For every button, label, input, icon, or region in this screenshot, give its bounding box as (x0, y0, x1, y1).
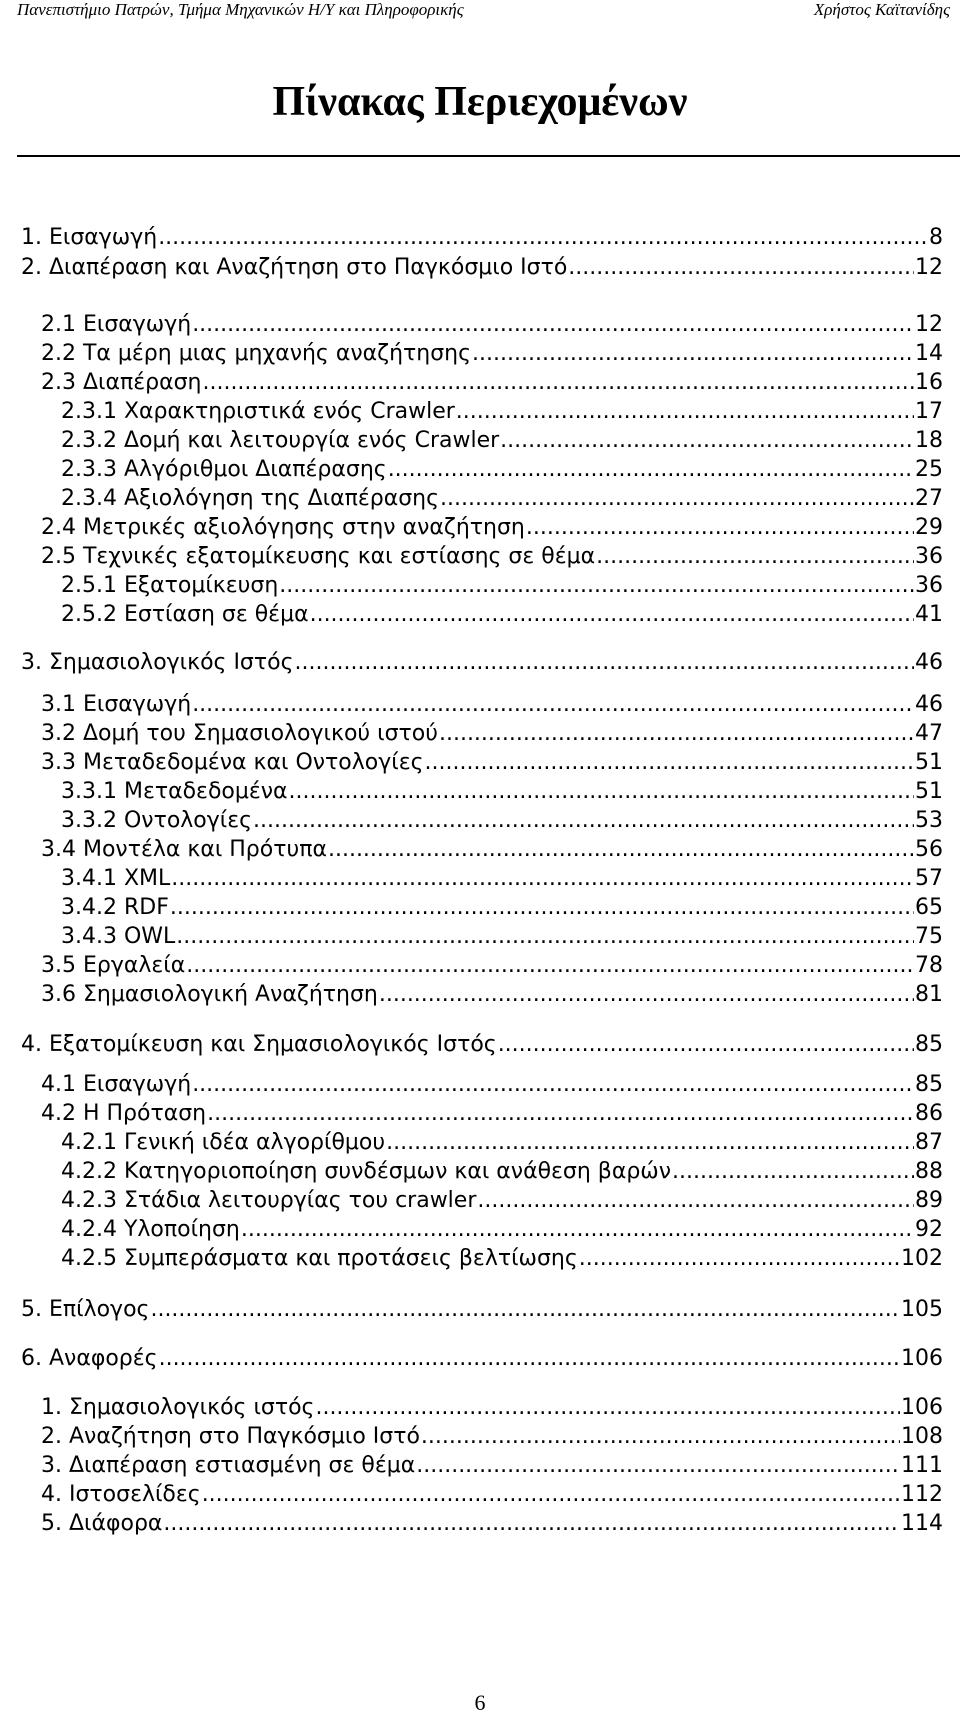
toc-entry-page: 27 (915, 486, 943, 511)
toc-entry-title: 2.4 Μετρικές αξιολόγησης στην αναζήτηση (41, 515, 525, 540)
toc-dot-leader (192, 691, 914, 719)
toc-entry-page: 12 (915, 255, 943, 280)
toc-dot-leader (386, 1129, 914, 1157)
toc-entry[interactable] (41, 1100, 943, 1128)
toc-entry[interactable] (41, 514, 943, 542)
header-author: Χρήστος Καϊτανίδης (813, 0, 950, 19)
toc-entry-page: 106 (901, 1346, 943, 1371)
toc-dot-leader (416, 1452, 900, 1480)
toc-entry-page: 16 (915, 370, 943, 395)
toc-entry-page: 105 (901, 1297, 943, 1322)
toc-entry-page: 108 (901, 1424, 943, 1449)
toc-entry-title: 4.2.2 Κατηγοριοποίηση συνδέσμων και ανάθεση βαρών (61, 1159, 672, 1184)
toc-entry-title: 3.3.1 Μεταδεδομένα (61, 779, 288, 804)
toc-entry-page: 85 (915, 1072, 943, 1097)
toc-entry[interactable] (41, 749, 943, 777)
toc-entry-title: 3.4.2 RDF (61, 895, 169, 920)
toc-entry-title: 2.5.2 Εστίαση σε θέμα (61, 602, 309, 627)
toc-entry[interactable] (41, 691, 943, 719)
toc-entry-page: 112 (901, 1482, 943, 1507)
toc-entry-title: 3.4.3 OWL (61, 924, 176, 949)
toc-entry[interactable] (61, 601, 943, 629)
toc-entry[interactable] (21, 1296, 943, 1324)
toc-entry[interactable] (41, 311, 943, 339)
toc-entry[interactable] (61, 1216, 943, 1244)
toc-entry-page: 51 (915, 750, 943, 775)
toc-dot-leader (472, 340, 914, 368)
toc-dot-leader (202, 369, 914, 397)
toc-entry-page: 51 (915, 779, 943, 804)
toc-dot-leader (289, 778, 914, 806)
toc-entry-title: 2.3.4 Αξιολόγηση της Διαπέρασης (61, 486, 440, 511)
toc-dot-leader (456, 398, 914, 426)
toc-entry[interactable] (41, 369, 943, 397)
toc-entry-title: 2.2 Τα μέρη μιας μηχανής αναζήτησης (41, 341, 472, 366)
toc-dot-leader (207, 1100, 914, 1128)
toc-entry[interactable] (41, 543, 943, 571)
toc-entry[interactable] (61, 778, 943, 806)
header-institution: Πανεπιστήμιο Πατρών, Τμήμα Μηχανικών Η/Υ και Πληροφορικής (17, 0, 464, 19)
toc-entry-title: 2. Διαπέραση και Αναζήτηση στο Παγκόσμιο Ιστό (21, 255, 568, 280)
toc-dot-leader (526, 514, 914, 542)
toc-entry-title: 2.3 Διαπέραση (41, 370, 202, 395)
toc-entry-page: 92 (915, 1217, 943, 1242)
toc-entry[interactable] (41, 1394, 943, 1422)
toc-dot-leader (170, 894, 914, 922)
toc-entry[interactable] (61, 485, 943, 513)
page-number: 6 (474, 1690, 486, 1715)
toc-entry-page: 114 (901, 1511, 943, 1536)
toc-dot-leader (279, 572, 914, 600)
toc-entry-title: 3.2 Δομή του Σημασιολογικού ιστού (41, 721, 438, 746)
toc-dot-leader (253, 807, 914, 835)
toc-dot-leader (439, 720, 914, 748)
toc-entry-title: 2.1 Εισαγωγή (41, 312, 192, 337)
toc-entry-page: 75 (915, 924, 943, 949)
toc-entry-title: 3. Διαπέραση εστιασμένη σε θέμα (41, 1453, 416, 1478)
toc-entry-title: 4. Ιστοσελίδες (41, 1482, 201, 1507)
toc-dot-leader (295, 649, 915, 677)
toc-entry-page: 111 (901, 1453, 943, 1478)
toc-entry-page: 14 (915, 341, 943, 366)
toc-dot-leader (425, 749, 914, 777)
toc-entry[interactable] (21, 254, 943, 282)
toc-dot-leader (379, 981, 914, 1009)
toc-entry[interactable] (41, 1423, 943, 1451)
toc-entry-title: 2.5 Τεχνικές εξατομίκευσης και εστίασης σε θέμα (41, 544, 596, 569)
toc-entry[interactable] (61, 1129, 943, 1157)
toc-entry[interactable] (61, 1158, 943, 1186)
toc-entry[interactable] (21, 1031, 943, 1059)
toc-entry[interactable] (21, 649, 943, 677)
toc-entry[interactable] (61, 1187, 943, 1215)
toc-entry-title: 3.4 Μοντέλα και Πρότυπα (41, 837, 327, 862)
toc-dot-leader (186, 952, 914, 980)
toc-entry[interactable] (21, 1345, 943, 1373)
toc-entry-title: 3.1 Εισαγωγή (41, 692, 192, 717)
toc-entry-title: 3.6 Σημασιολογική Αναζήτηση (41, 982, 378, 1007)
toc-entry-page: 56 (915, 837, 943, 862)
toc-entry-page: 36 (915, 573, 943, 598)
toc-entry-page: 57 (915, 866, 943, 891)
toc-entry-title: 2.3.3 Αλγόριθμοι Διαπέρασης (61, 457, 387, 482)
toc-entry-page: 29 (915, 515, 943, 540)
toc-dot-leader (500, 427, 914, 455)
toc-entry-title: 4.2.1 Γενική ιδέα αλγορίθμου (61, 1130, 386, 1155)
toc-entry[interactable] (41, 1452, 943, 1480)
toc-entry[interactable] (41, 836, 943, 864)
toc-entry-title: 3.4.1 XML (61, 866, 171, 891)
toc-entry-page: 102 (901, 1246, 943, 1271)
toc-dot-leader (315, 1394, 900, 1422)
toc-dot-leader (241, 1216, 914, 1244)
toc-entry-page: 46 (915, 650, 943, 675)
toc-entry[interactable] (61, 572, 943, 600)
toc-entry-title: 3. Σημασιολογικός Ιστός (21, 650, 294, 675)
toc-dot-leader (159, 1345, 900, 1373)
toc-entry-page: 88 (915, 1159, 943, 1184)
toc-entry-page: 81 (915, 982, 943, 1007)
toc-dot-leader (328, 836, 914, 864)
toc-entry[interactable] (41, 720, 943, 748)
title-divider (17, 155, 960, 157)
toc-entry[interactable] (61, 807, 943, 835)
toc-dot-leader (150, 1296, 900, 1324)
toc-entry-title: 3.3 Μεταδεδομένα και Οντολογίες (41, 750, 424, 775)
toc-dot-leader (672, 1158, 914, 1186)
toc-entry[interactable] (41, 981, 943, 1009)
toc-entry[interactable] (61, 865, 943, 893)
toc-entry-title: 3.5 Εργαλεία (41, 953, 186, 978)
toc-dot-leader (596, 543, 914, 571)
toc-entry-page: 85 (915, 1032, 943, 1057)
toc-entry-title: 4.2 Η Πρόταση (41, 1101, 207, 1126)
toc-dot-leader (388, 456, 914, 484)
toc-entry-title: 3.3.2 Οντολογίες (61, 808, 253, 833)
toc-entry-page: 78 (915, 953, 943, 978)
toc-dot-leader (310, 601, 914, 629)
toc-dot-leader (498, 1031, 914, 1059)
toc-entry-page: 18 (915, 428, 943, 453)
toc-entry[interactable] (61, 398, 943, 426)
toc-entry-title: 1. Σημασιολογικός ιστός (41, 1395, 315, 1420)
toc-entry-page: 46 (915, 692, 943, 717)
toc-dot-leader (176, 923, 914, 951)
toc-entry-page: 89 (915, 1188, 943, 1213)
toc-entry-page: 87 (915, 1130, 943, 1155)
toc-entry-page: 65 (915, 895, 943, 920)
toc-entry[interactable] (61, 894, 943, 922)
toc-entry[interactable] (61, 456, 943, 484)
toc-entry-page: 106 (901, 1395, 943, 1420)
toc-dot-leader (192, 311, 914, 339)
toc-entry-title: 2. Αναζήτηση στο Παγκόσμιο Ιστό (41, 1424, 420, 1449)
toc-entry-page: 17 (915, 399, 943, 424)
toc-entry-page: 53 (915, 808, 943, 833)
toc-entry-title: 2.3.2 Δομή και λειτουργία ενός Crawler (61, 428, 500, 453)
page-header (0, 0, 960, 28)
toc-entry-page: 25 (915, 457, 943, 482)
toc-entry[interactable] (21, 224, 943, 252)
toc-entry-title: 5. Διάφορα (41, 1511, 163, 1536)
toc-dot-leader (477, 1187, 914, 1215)
toc-entry[interactable] (61, 1245, 943, 1273)
toc-dot-leader (440, 485, 914, 513)
toc-entry-page: 8 (929, 225, 943, 250)
toc-entry[interactable] (61, 427, 943, 455)
toc-dot-leader (171, 865, 914, 893)
toc-entry-title: 4.2.3 Στάδια λειτουργίας του crawler (61, 1188, 477, 1213)
toc-dot-leader (568, 254, 914, 282)
toc-dot-leader (421, 1423, 900, 1451)
toc-entry-page: 41 (915, 602, 943, 627)
toc-entry[interactable] (41, 952, 943, 980)
toc-entry-page: 47 (915, 721, 943, 746)
toc-entry-page: 86 (915, 1101, 943, 1126)
toc-entry-title: 2.3.1 Χαρακτηριστικά ενός Crawler (61, 399, 455, 424)
toc-entry-title: 4. Εξατομίκευση και Σημασιολογικός Ιστός (21, 1032, 497, 1057)
toc-entry-title: 6. Αναφορές (21, 1346, 158, 1371)
toc-dot-leader (192, 1071, 914, 1099)
toc-entry[interactable] (41, 340, 943, 368)
toc-dot-leader (579, 1245, 900, 1273)
toc-entry-title: 4.2.5 Συμπεράσματα και προτάσεις βελτίωσης (61, 1246, 578, 1271)
toc-entry-title: 4.1 Εισαγωγή (41, 1072, 192, 1097)
toc-entry-page: 36 (915, 544, 943, 569)
toc-dot-leader (163, 1510, 900, 1538)
toc-dot-leader (158, 224, 928, 252)
toc-entry[interactable] (41, 1071, 943, 1099)
toc-entry-title: 2.5.1 Εξατομίκευση (61, 573, 279, 598)
toc-entry-title: 5. Επίλογος (21, 1297, 150, 1322)
toc-entry[interactable] (41, 1510, 943, 1538)
toc-entry-title: 1. Εισαγωγή (21, 225, 158, 250)
toc-entry[interactable] (41, 1481, 943, 1509)
toc-entry[interactable] (61, 923, 943, 951)
page-title: Πίνακας Περιεχομένων (272, 79, 688, 125)
toc-entry-page: 12 (915, 312, 943, 337)
toc-entry-title: 4.2.4 Υλοποίηση (61, 1217, 240, 1242)
toc-dot-leader (202, 1481, 900, 1509)
